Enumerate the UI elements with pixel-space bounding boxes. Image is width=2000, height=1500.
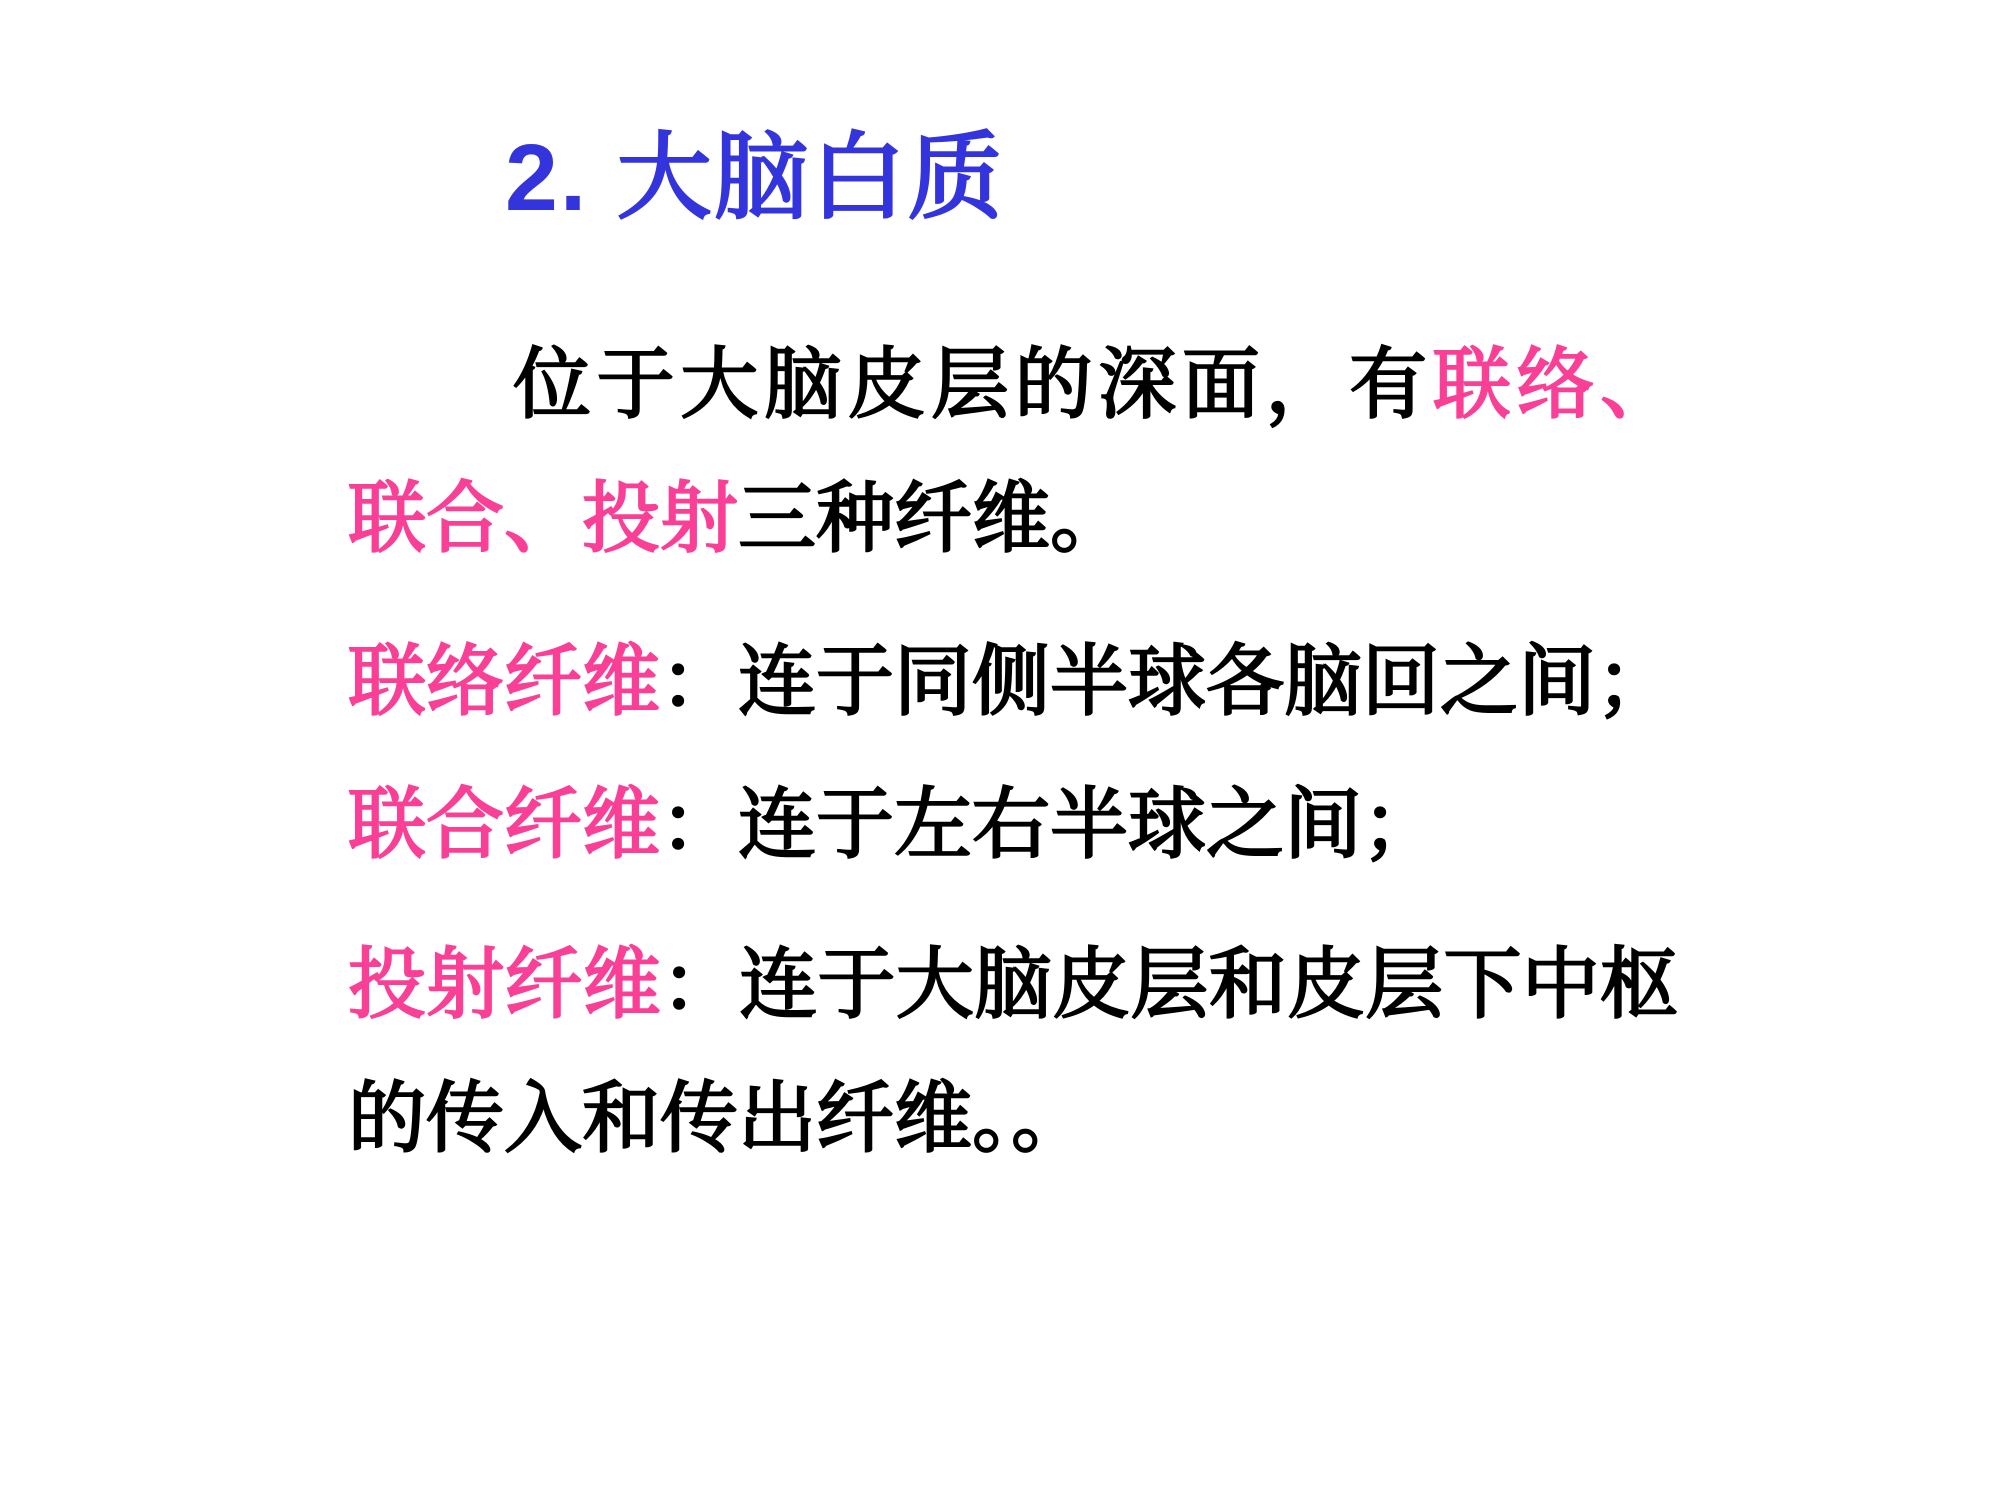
intro-text-tail: 三种纤维。 bbox=[738, 474, 1129, 562]
paragraph-commissural-fibers bbox=[348, 757, 1678, 891]
slide-body bbox=[348, 317, 1678, 1185]
slide-title: 2. 大脑白质 bbox=[505, 125, 1005, 231]
paragraph-projection-fibers bbox=[348, 917, 1678, 1185]
projection-fibers-term: 投射纤维 bbox=[348, 940, 661, 1028]
paragraph-intro bbox=[348, 317, 1678, 585]
paragraph-association-fibers bbox=[348, 614, 1678, 748]
commissural-fibers-term: 联合纤维 bbox=[348, 780, 661, 868]
intro-text-lead: 位于大脑皮层的深面，有 bbox=[513, 340, 1433, 428]
association-fibers-definition: ：连于同侧半球各脑回之间； bbox=[660, 637, 1675, 725]
commissural-fibers-definition: ：连于左右半球之间； bbox=[660, 780, 1441, 868]
intro-highlight-fiber-types: 联络、联合、投射 bbox=[348, 340, 1678, 562]
association-fibers-term: 联络纤维 bbox=[348, 637, 661, 725]
projection-fibers-definition: ：连于大脑皮层和皮层下中枢的传入和传出纤维。。 bbox=[348, 940, 1678, 1162]
